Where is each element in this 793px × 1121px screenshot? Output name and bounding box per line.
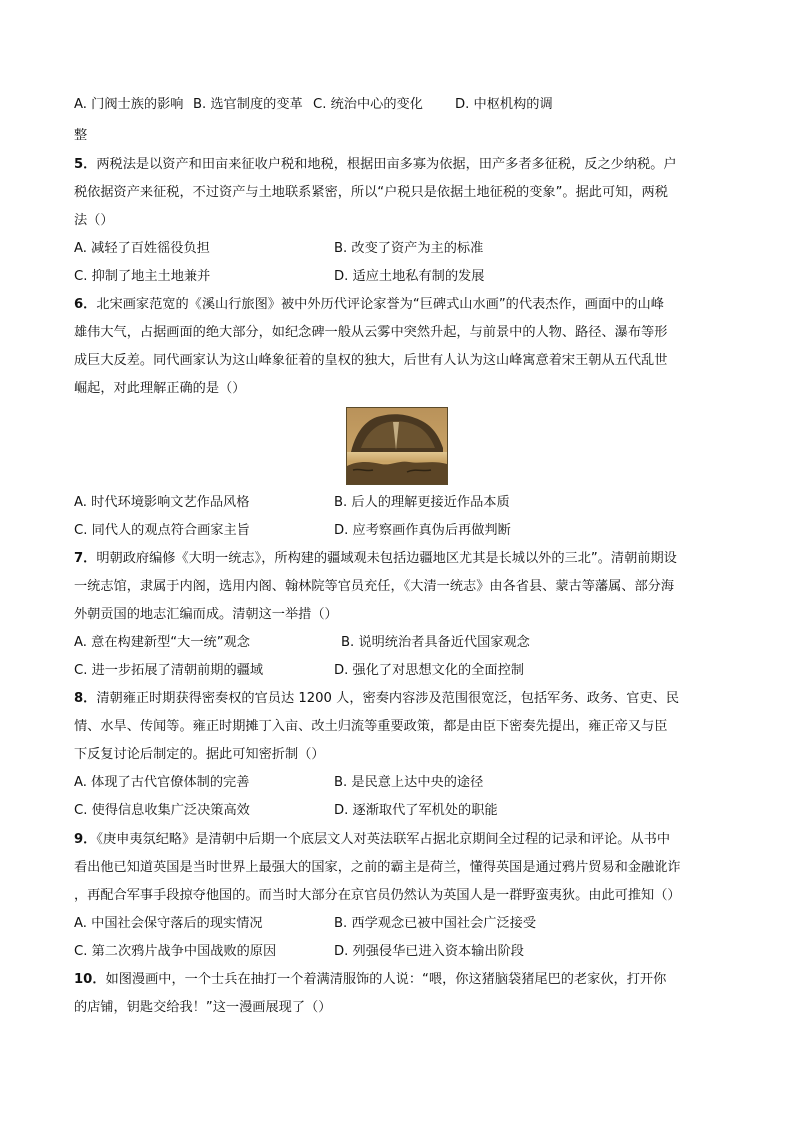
q7-stem-line-3: 外朝贡国的地志汇编而成。清朝这一举措（） — [74, 607, 338, 622]
q5-option-a: A. 减轻了百姓徭役负担 — [74, 241, 210, 256]
q10-stem-line-1: 10．如图漫画中，一个士兵在抽打一个着满清服饰的人说：“喂，你这猪脑袋猪尾巴的老家伙，打开你 — [74, 972, 667, 987]
q7-option-b: B. 说明统治者具备近代国家观念 — [341, 635, 530, 650]
q9-stem-line-1: 9．《庚申夷氛纪略》是清朝中后期一个底层文人对英法联军占据北京期间全过程的记录和评论。从书中 — [74, 832, 671, 847]
q4-option-c: C. 统治中心的变化 — [313, 97, 423, 112]
q4-option-a: A. 门阀士族的影响 — [74, 97, 184, 112]
landscape-painting-icon — [346, 407, 448, 485]
q5-stem-line-1: 5．两税法是以资产和田亩来征收户税和地税，根据田亩多寡为依据，田产多者多征税，反之少纳税。户 — [74, 157, 677, 172]
q9-option-d: D. 列强侵华已进入资本输出阶段 — [334, 944, 524, 959]
q8-option-c: C. 使得信息收集广泛决策高效 — [74, 803, 250, 818]
q5-stem-line-2: 税依据资产来征税，不过资产与土地联系紧密，所以“户税只是依据土地征税的变象”。据此可知，两税 — [74, 185, 668, 200]
q5-option-c: C. 抑制了地主土地兼并 — [74, 269, 211, 284]
q7-number: 7． — [74, 551, 97, 566]
q9-stem-line-2: 看出他已知道英国是当时世界上最强大的国家，之前的霸主是荷兰，懂得英国是通过鸦片贸易和金融讹诈 — [74, 860, 681, 875]
q10-number: 10． — [74, 972, 106, 987]
q4-option-d: D. 中枢机构的调 — [455, 97, 553, 112]
q9-number: 9． — [74, 832, 97, 847]
q7-option-d: D. 强化了对思想文化的全面控制 — [334, 663, 524, 678]
q5-number: 5． — [74, 157, 97, 172]
q6-option-a: A. 时代环境影响文艺作品风格 — [74, 495, 250, 510]
q9-option-a: A. 中国社会保守落后的现实情况 — [74, 916, 263, 931]
q8-stem-line-2: 情、水旱、传闻等。雍正时期摊丁入亩、改土归流等重要政策，都是由臣下密奏先提出，雍正帝又与臣 — [74, 719, 668, 734]
q8-number: 8． — [74, 691, 97, 706]
q6-stem-line-2: 雄伟大气，占据画面的绝大部分，如纪念碑一般从云雾中突然升起，与前景中的人物、路径、瀑布等形 — [74, 325, 668, 340]
q9-stem-line-3: ，再配合军事手段掠夺他国的。而当时大部分在京官员仍然认为英国人是一群野蛮夷狄。由此可推知（） — [74, 888, 681, 903]
q6-stem-line-3: 成巨大反差。同代画家认为这山峰象征着的皇权的独大，后世有人认为这山峰寓意着宋王朝从五代乱世 — [74, 353, 668, 368]
q6-option-c: C. 同代人的观点符合画家主旨 — [74, 523, 250, 538]
q9-option-c: C. 第二次鸦片战争中国战败的原因 — [74, 944, 277, 959]
q8-option-b: B. 是民意上达中央的途径 — [334, 775, 484, 790]
q7-stem-line-2: 一统志馆，隶属于内阁，选用内阁、翰林院等官员充任，《大清一统志》由各省县、蒙古等藩属、部分海 — [74, 579, 675, 594]
q6-option-b: B. 后人的理解更接近作品本质 — [334, 495, 510, 510]
q6-stem-line-1: 6．北宋画家范宽的《溪山行旅图》被中外历代评论家誉为“巨碑式山水画”的代表杰作，画面中的山峰 — [74, 297, 664, 312]
q6-number: 6． — [74, 297, 97, 312]
q6-option-d: D. 应考察画作真伪后再做判断 — [334, 523, 511, 538]
q7-stem-line-1: 7．明朝政府编修《大明一统志》，所构建的疆域观未包括边疆地区尤其是长城以外的三北”。清朝前期设 — [74, 551, 677, 566]
q5-stem-line-3: 法（） — [74, 213, 114, 228]
q8-option-a: A. 体现了古代官僚体制的完善 — [74, 775, 250, 790]
q8-stem-line-1: 8．清朝雍正时期获得密奏权的官员达 1200 人，密奏内容涉及范围很宽泛，包括军务、政务、官吏、民 — [74, 691, 680, 706]
q6-stem-line-4: 崛起，对此理解正确的是（） — [74, 381, 246, 396]
q7-option-a: A. 意在构建新型“大一统”观念 — [74, 635, 250, 650]
q4-option-b: B. 选官制度的变革 — [193, 97, 303, 112]
q10-stem-line-2: 的店铺，钥匙交给我！”这一漫画展现了（） — [74, 1000, 332, 1015]
q9-option-b: B. 西学观念已被中国社会广泛接受 — [334, 916, 537, 931]
q8-option-d: D. 逐渐取代了军机处的职能 — [334, 803, 498, 818]
q5-option-d: D. 适应土地私有制的发展 — [334, 269, 485, 284]
q5-option-b: B. 改变了资产为主的标准 — [334, 241, 484, 256]
q4-option-d-wrap: 整 — [74, 128, 88, 143]
q8-stem-line-3: 下反复讨论后制定的。据此可知密折制（） — [74, 747, 325, 762]
q7-option-c: C. 进一步拓展了清朝前期的疆域 — [74, 663, 264, 678]
